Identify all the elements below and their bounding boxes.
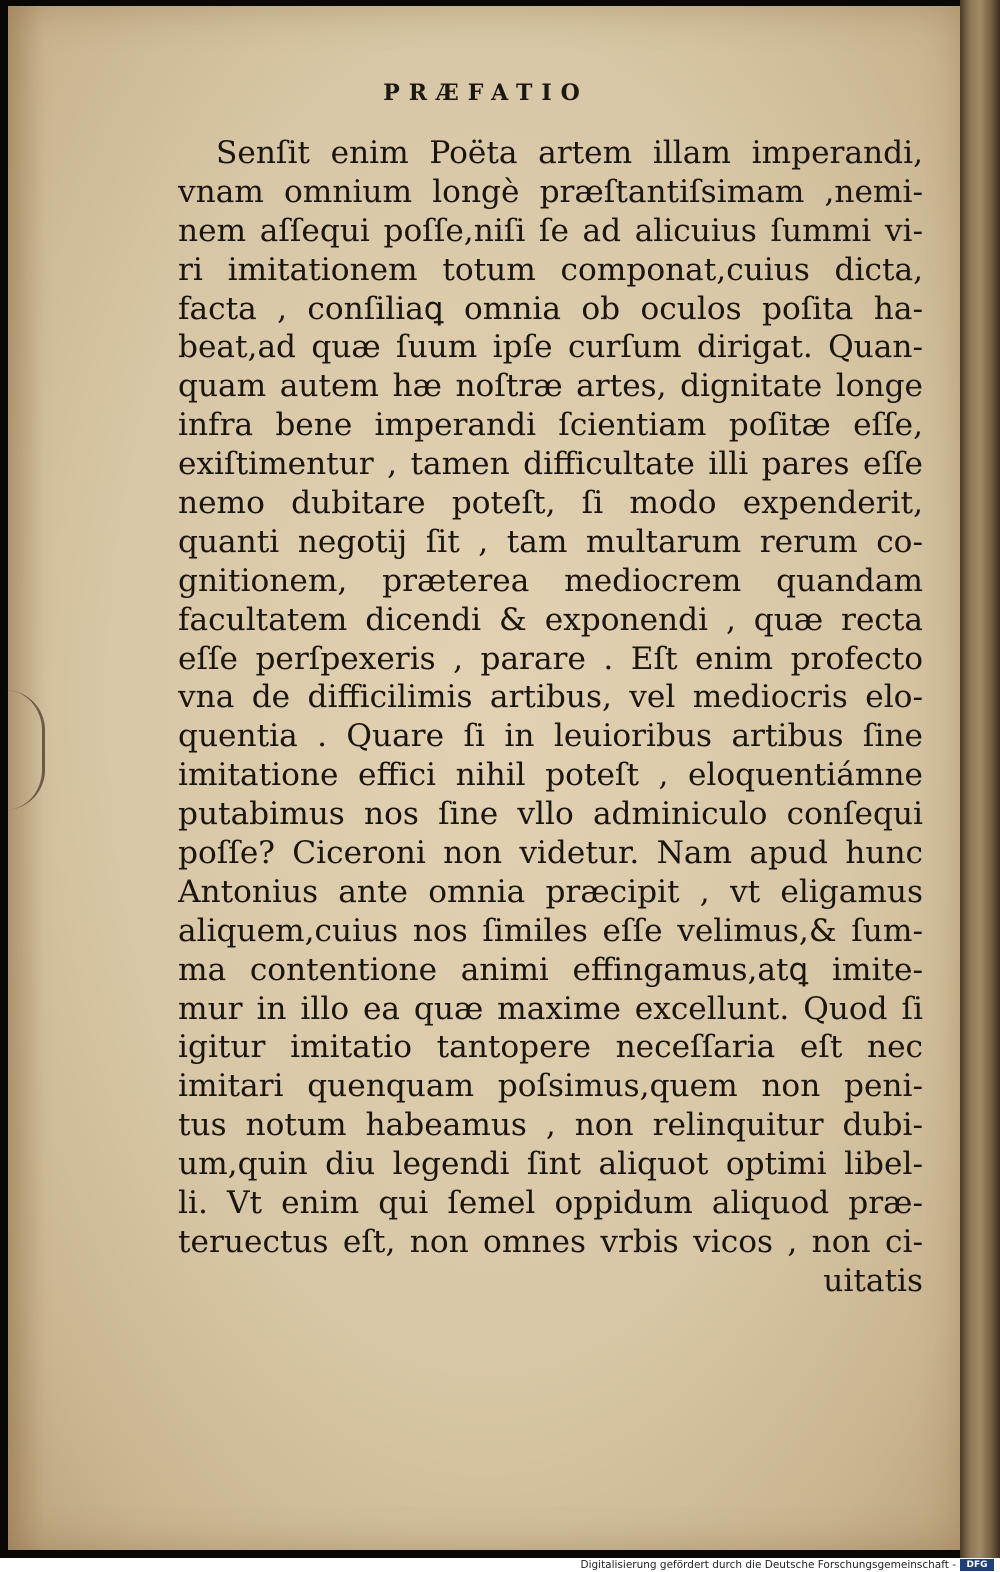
text-line: li. Vt enim qui ſemel oppidum aliquod præ-: [178, 1185, 923, 1222]
text-line: poſſe? Ciceroni non videtur. Nam apud hunc: [178, 835, 923, 872]
book-page: [8, 6, 964, 1550]
text-line: facta , conſiliaꝗ omnia ob oculos poſita ha-: [178, 290, 923, 327]
text-line: quanti negotij ſit , tam multarum rerum co-: [178, 523, 923, 560]
text-line: nemo dubitare poteſt, ſi modo expenderit,: [178, 485, 923, 522]
text-line: beat,ad quæ ſuum ipſe curſum dirigat. Quan-: [178, 329, 923, 366]
text-line: aliquem,cuius nos ſimiles eſſe velimus,& ſum-: [178, 912, 923, 949]
funding-credit: Digitalisierung gefördert durch die Deutsche Forschungsgemeinschaft -: [580, 1559, 956, 1571]
digitization-footer: [0, 1558, 1000, 1572]
text-line: igitur imitatio tantopere neceſſaria eſt nec: [178, 1029, 923, 1066]
page-edge: [960, 0, 1000, 1558]
text-line: teruectus eſt, non omnes vrbis vicos , non ci-: [178, 1223, 923, 1260]
text-line: mur in illo ea quæ maxime excellunt. Quod ſi: [178, 990, 923, 1027]
text-line: vna de difficilimis artibus, vel mediocris elo-: [178, 679, 923, 716]
text-line: quentia . Quare ſi in leuioribus artibus ſine: [178, 718, 923, 755]
text-line: Senſit enim Poëta artem illam imperandi,: [216, 135, 923, 171]
text-line: Antonius ante omnia præcipit , vt eligamus: [178, 873, 923, 910]
text-line: gnitionem, præterea mediocrem quandam: [178, 562, 923, 599]
dfg-logo: DFG: [960, 1559, 994, 1571]
text-line: nem aſſequi poſſe,niſi ſe ad alicuius ſummi vi-: [178, 212, 923, 249]
page-curl: [0, 690, 45, 810]
text-line: vnam omnium longè præſtantiſsimam ,nemi-: [178, 173, 923, 210]
text-line: tus notum habeamus , non relinquitur dubi-: [178, 1107, 923, 1144]
text-line: putabimus nos ſine vllo adminiculo conſequi: [178, 796, 923, 833]
text-line: infra bene imperandi ſcientiam poſitæ eſſe,: [178, 407, 923, 444]
text-line: ri imitationem totum componat,cuius dicta,: [178, 251, 923, 288]
text-line: exiſtimentur , tamen difficultate illi pares eſſe: [178, 446, 923, 483]
text-line: um,quin diu legendi ſint aliquot optimi libel-: [178, 1146, 923, 1183]
text-block: [178, 134, 923, 1301]
text-line: quam autem hæ noſtræ artes, dignitate longe: [178, 368, 923, 405]
text-line: eſſe perſpexeris , parare . Eſt enim profecto: [178, 640, 923, 677]
running-head: PRÆFATIO: [383, 80, 589, 106]
text-line: imitari quenquam poſsimus,quem non peni-: [178, 1068, 923, 1105]
text-line: uitatis: [823, 1262, 923, 1299]
text-line: imitatione effici nihil poteſt , eloquentiámne: [178, 757, 923, 794]
text-line: ma contentione animi effingamus,atꝗ imite-: [178, 951, 923, 988]
text-line: facultatem dicendi & exponendi , quæ recta: [178, 601, 923, 638]
